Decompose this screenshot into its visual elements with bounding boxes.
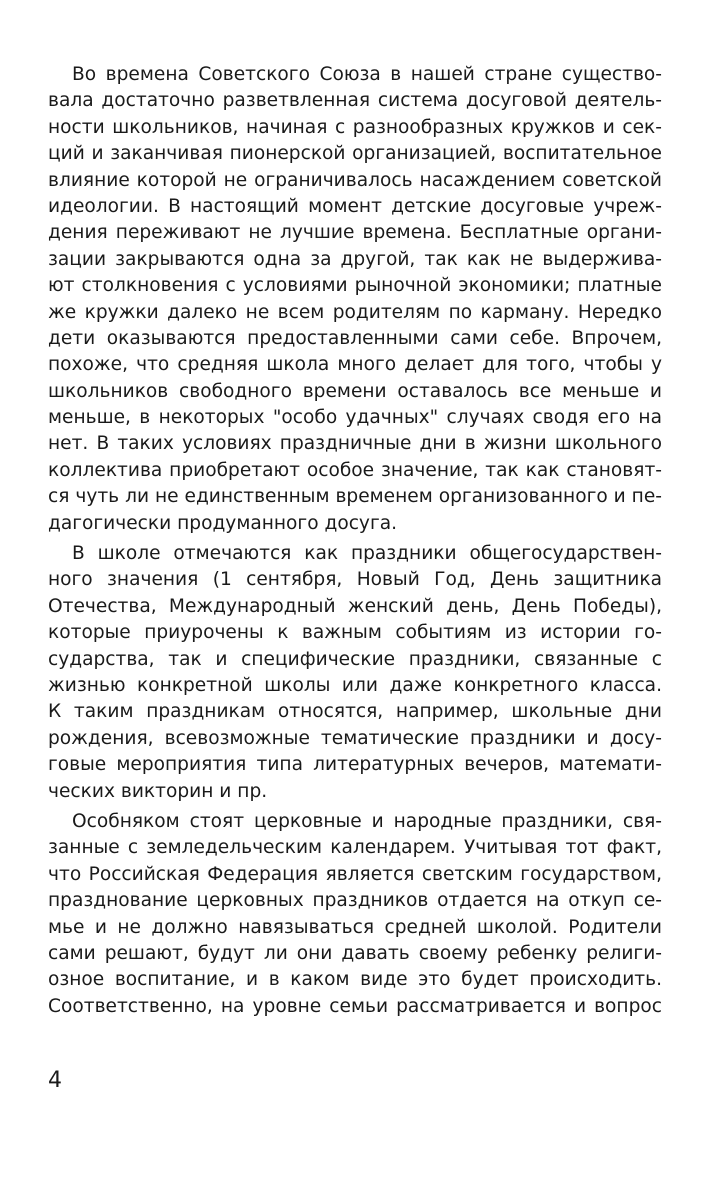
text-line: В школе отмечаются как праздники общегосударствен- <box>72 543 662 565</box>
text-line: говые мероприятия типа литературных вечеров, математи- <box>48 754 662 776</box>
text-line: озное воспитание, и в каком виде это будет происходить. <box>48 969 662 991</box>
text-line: ций и заканчивая пионерской организацией, воспитательное <box>48 143 662 165</box>
text-line: меньше, в некоторых "особо удачных" случаях сводя его на <box>48 407 662 429</box>
text-line: что Российская Федерация является светским государством, <box>48 863 662 885</box>
text-line: сударства, так и специфические праздники, связанные с <box>48 648 662 670</box>
text-line: ности школьников, начиная с разнообразных кружков и сек- <box>48 116 662 138</box>
page-number: 4 <box>48 1068 62 1093</box>
text-line: похоже, что средняя школа много делает для того, чтобы у <box>48 354 662 376</box>
text-line: ют столкновения с условиями рыночной экономики; платные <box>48 275 662 297</box>
text-line: занные с земледельческим календарем. Учитывая тот факт, <box>48 837 662 859</box>
text-line: же кружки далеко не всем родителям по карману. Нередко <box>48 301 662 323</box>
text-line: которые приурочены к важным событиям из истории го- <box>48 622 662 644</box>
text-line: ческих викторин и пр. <box>48 780 268 802</box>
text-line: коллектива приобретают особое значение, так как становят- <box>48 459 662 481</box>
text-line: вала достаточно разветвленная система досуговой деятель- <box>48 90 662 112</box>
text-line: Соответственно, на уровне семьи рассматривается и вопрос <box>48 995 662 1017</box>
paragraph-2 <box>48 541 662 805</box>
paragraph-1 <box>48 62 662 537</box>
text-line: мье и не должно навязываться средней школой. Родители <box>48 916 662 938</box>
text-line: Отечества, Международный женский день, День Победы), <box>48 595 662 617</box>
text-line: влияние которой не ограничивалось насаждением советской <box>48 169 662 191</box>
text-line: рождения, всевозможные тематические праздники и досу- <box>48 727 662 749</box>
text-line: дети оказываются предоставленными сами себе. Впрочем, <box>48 327 662 349</box>
paragraph-3 <box>48 809 662 1020</box>
text-line: жизнью конкретной школы или даже конкретного класса. <box>48 674 662 696</box>
page-body <box>48 62 662 1020</box>
text-line: Во времена Советского Союза в нашей стране существо- <box>72 64 662 85</box>
text-line: идеологии. В настоящий момент детские досуговые учреж- <box>48 195 662 217</box>
text-line: К таким праздникам относятся, например, школьные дни <box>48 701 662 723</box>
text-line: ного значения (1 сентября, Новый Год, День защитника <box>48 569 662 591</box>
text-line: сами решают, будут ли они давать своему ребенку религи- <box>48 942 662 964</box>
text-line: зации закрываются одна за другой, так как не выдержива- <box>48 248 662 270</box>
text-line: дения переживают не лучшие времена. Бесплатные органи- <box>48 222 662 244</box>
text-line: празднование церковных праздников отдается на откуп се- <box>48 890 662 912</box>
text-line: Особняком стоят церковные и народные праздники, свя- <box>72 810 662 832</box>
text-line: нет. В таких условиях праздничные дни в жизни школьного <box>48 433 662 455</box>
text-line: дагогически продуманного досуга. <box>48 512 398 534</box>
text-line: школьников свободного времени оставалось все меньше и <box>48 380 662 402</box>
text-line: ся чуть ли не единственным временем организованного и пе- <box>48 486 662 508</box>
